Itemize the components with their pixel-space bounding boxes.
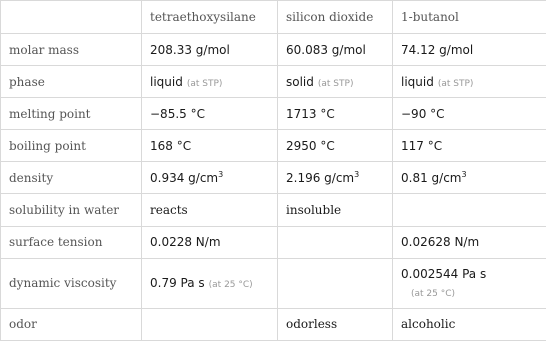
phase-value: solid (286, 74, 314, 89)
cell-melting-point-1-butanol: −90 °C (393, 98, 546, 130)
row-label-density: density (1, 162, 142, 194)
table-row-surface-tension (1, 226, 546, 258)
condition-note: (at 25 °C) (411, 289, 456, 300)
table-row-phase (1, 66, 546, 98)
cell-boiling-point-1-butanol: 117 °C (393, 130, 546, 162)
row-label-boiling-point: boiling point (1, 130, 142, 162)
phase-value: liquid (401, 74, 434, 89)
condition-note: (at 25 °C) (208, 280, 253, 291)
cell-dynamic-viscosity-1-butanol (393, 258, 546, 308)
density-value: 0.934 g/cm (150, 170, 219, 185)
column-header-tetraethoxysilane: tetraethoxysilane (142, 1, 278, 34)
cell-solubility-tetraethoxysilane: reacts (142, 194, 278, 226)
column-header-1-butanol: 1-butanol (393, 1, 546, 34)
cell-melting-point-silicon-dioxide: 1713 °C (278, 98, 393, 130)
condition-note: (at STP) (317, 78, 354, 89)
cell-dynamic-viscosity-tetraethoxysilane (142, 258, 278, 308)
cell-boiling-point-silicon-dioxide: 2950 °C (278, 130, 393, 162)
cell-surface-tension-tetraethoxysilane: 0.0228 N/m (142, 226, 278, 258)
table-row-density (1, 162, 546, 194)
cell-solubility-silicon-dioxide: insoluble (278, 194, 393, 226)
cell-molar-mass-tetraethoxysilane: 208.33 g/mol (142, 34, 278, 66)
row-label-dynamic-viscosity: dynamic viscosity (1, 258, 142, 308)
row-label-odor: odor (1, 308, 142, 340)
phase-value: liquid (150, 74, 183, 89)
cell-phase-silicon-dioxide (278, 66, 393, 98)
table-row-odor (1, 308, 546, 340)
header-row (1, 1, 546, 34)
cell-phase-tetraethoxysilane (142, 66, 278, 98)
cell-density-silicon-dioxide (278, 162, 393, 194)
cell-density-1-butanol (393, 162, 546, 194)
row-label-molar-mass: molar mass (1, 34, 142, 66)
cell-dynamic-viscosity-silicon-dioxide (278, 258, 393, 308)
table-row-molar-mass (1, 34, 546, 66)
corner-cell (1, 1, 142, 34)
condition-note-line (401, 285, 538, 299)
condition-note: (at STP) (437, 78, 474, 89)
viscosity-value: 0.79 Pa s (150, 276, 205, 291)
cell-boiling-point-tetraethoxysilane: 168 °C (142, 130, 278, 162)
cell-molar-mass-1-butanol: 74.12 g/mol (393, 34, 546, 66)
row-label-phase: phase (1, 66, 142, 98)
cell-odor-tetraethoxysilane (142, 308, 278, 340)
cell-odor-1-butanol: alcoholic (393, 308, 546, 340)
density-value: 2.196 g/cm (286, 170, 355, 185)
cell-phase-1-butanol (393, 66, 546, 98)
condition-note: (at STP) (186, 78, 223, 89)
table-row-boiling-point (1, 130, 546, 162)
table-row-melting-point (1, 98, 546, 130)
viscosity-value: 0.002544 Pa s (401, 267, 487, 282)
cell-surface-tension-silicon-dioxide (278, 226, 393, 258)
cell-solubility-1-butanol (393, 194, 546, 226)
unit-exponent: 3 (218, 169, 224, 179)
cell-density-tetraethoxysilane (142, 162, 278, 194)
row-label-melting-point: melting point (1, 98, 142, 130)
table-row-solubility (1, 194, 546, 226)
column-header-silicon-dioxide: silicon dioxide (278, 1, 393, 34)
density-value: 0.81 g/cm (401, 170, 462, 185)
cell-molar-mass-silicon-dioxide: 60.083 g/mol (278, 34, 393, 66)
table-row-dynamic-viscosity (1, 258, 546, 308)
cell-odor-silicon-dioxide: odorless (278, 308, 393, 340)
unit-exponent: 3 (354, 169, 360, 179)
row-label-solubility: solubility in water (1, 194, 142, 226)
cell-melting-point-tetraethoxysilane: −85.5 °C (142, 98, 278, 130)
row-label-surface-tension: surface tension (1, 226, 142, 258)
unit-exponent: 3 (461, 169, 467, 179)
cell-surface-tension-1-butanol: 0.02628 N/m (393, 226, 546, 258)
